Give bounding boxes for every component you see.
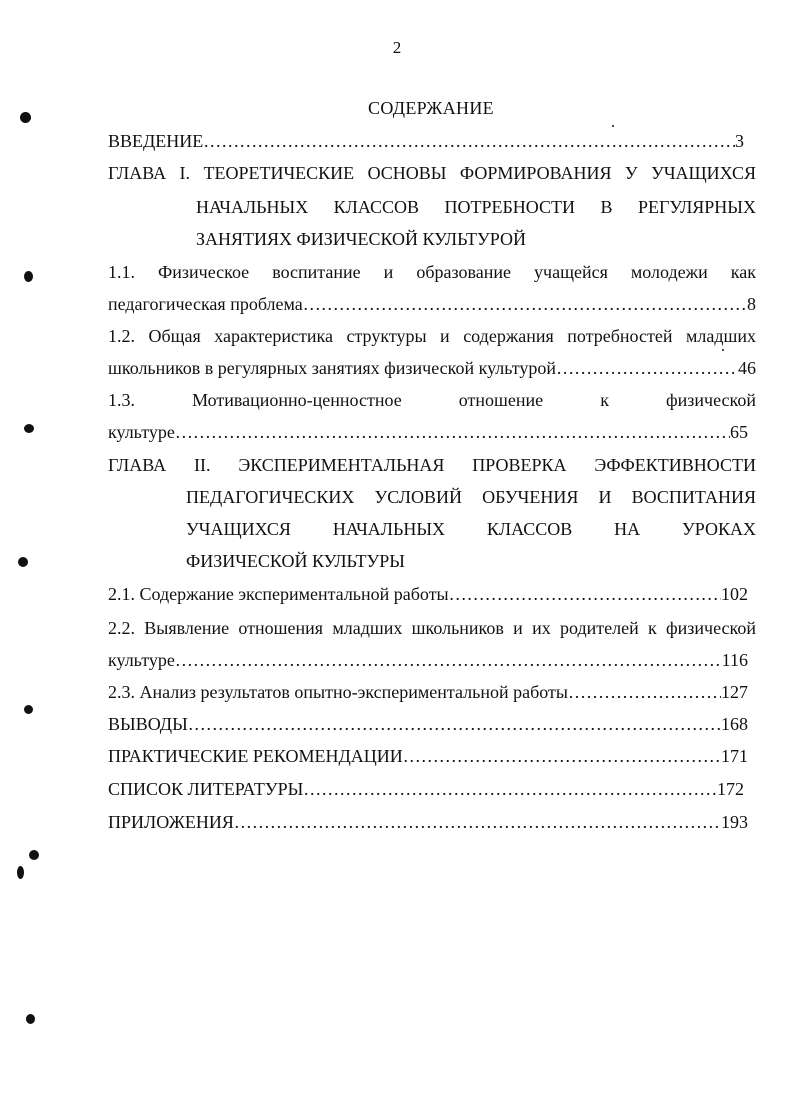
leader-dots (303, 778, 717, 800)
toc-entry-appendices-label: ПРИЛОЖЕНИЯ (108, 812, 234, 832)
chapter1-heading-line3[interactable]: ЗАНЯТИЯХ ФИЗИЧЕСКОЙ КУЛЬТУРОЙ (196, 229, 527, 249)
scan-speck (722, 349, 724, 351)
leader-dots (175, 421, 730, 443)
leader-dots (175, 649, 722, 671)
toc-entry-2-1-label: 2.1. Содержание экспериментальной работы (108, 584, 449, 604)
toc-entry-2-2-label: культуре (108, 650, 175, 670)
toc-entry-1-3-line1[interactable]: 1.3. Мотивационно-ценностное отношение к физической (108, 390, 756, 410)
toc-entry-1-2-label: школьников в регулярных занятиях физической культурой (108, 358, 557, 378)
toc-entry-appendices[interactable] (108, 811, 748, 833)
toc-entry-intro[interactable] (108, 130, 744, 152)
toc-entry-literature-label: СПИСОК ЛИТЕРАТУРЫ (108, 779, 304, 799)
toc-entry-recommendations-page: 171 (721, 746, 748, 766)
toc-entry-1-3[interactable] (108, 421, 748, 443)
toc-entry-recommendations[interactable] (108, 745, 748, 767)
scan-speck (24, 705, 33, 714)
toc-entry-2-1[interactable] (108, 583, 748, 605)
toc-entry-literature-page: 172 (717, 779, 744, 799)
toc-entry-conclusions-label: ВЫВОДЫ (108, 714, 188, 734)
leader-dots (568, 681, 721, 703)
toc-entry-2-3-label: 2.3. Анализ результатов опытно-экспериментальной работы (108, 682, 568, 702)
chapter2-heading-line1[interactable]: ГЛАВА II. ЭКСПЕРИМЕНТАЛЬНАЯ ПРОВЕРКА ЭФФЕКТИВНОСТИ (108, 455, 756, 475)
toc-entry-2-3-page: 127 (721, 682, 748, 702)
scan-speck (26, 1014, 35, 1024)
toc-entry-intro-label: ВВЕДЕНИЕ (108, 131, 204, 151)
toc-entry-1-2-line1[interactable]: 1.2. Общая характеристика структуры и содержания потребностей младших (108, 326, 756, 346)
chapter2-heading-line2[interactable]: ПЕДАГОГИЧЕСКИХ УСЛОВИЙ ОБУЧЕНИЯ И ВОСПИТАНИЯ (186, 487, 756, 507)
toc-entry-1-1-label: педагогическая проблема (108, 294, 303, 314)
toc-entry-literature[interactable] (108, 778, 744, 800)
scan-speck (24, 271, 33, 282)
toc-entry-1-1-line1[interactable]: 1.1. Физическое воспитание и образование учащейся молодежи как (108, 262, 756, 282)
scan-speck (24, 424, 34, 433)
scan-speck (17, 866, 24, 879)
toc-entry-2-2-page: 116 (721, 650, 748, 670)
leader-dots (556, 357, 738, 379)
chapter2-heading-line4[interactable]: ФИЗИЧЕСКОЙ КУЛЬТУРЫ (186, 551, 405, 571)
toc-entry-1-2-page: 46 (738, 358, 756, 378)
leader-dots (303, 293, 747, 315)
toc-entry-2-1-page: 102 (721, 584, 748, 604)
chapter1-heading-line2[interactable]: НАЧАЛЬНЫХ КЛАССОВ ПОТРЕБНОСТИ В РЕГУЛЯРНЫХ (196, 197, 756, 217)
scan-speck (612, 125, 614, 127)
toc-entry-1-3-label: культуре (108, 422, 175, 442)
toc-entry-1-3-page: 65 (730, 422, 748, 442)
toc-entry-appendices-page: 193 (721, 812, 748, 832)
leader-dots (234, 811, 721, 833)
scan-speck (29, 850, 39, 860)
scan-speck (20, 112, 31, 123)
toc-entry-1-2[interactable] (108, 357, 756, 379)
toc-entry-recommendations-label: ПРАКТИЧЕСКИЕ РЕКОМЕНДАЦИИ (108, 746, 403, 766)
chapter1-heading-line1[interactable]: ГЛАВА I. ТЕОРЕТИЧЕСКИЕ ОСНОВЫ ФОРМИРОВАНИЯ У УЧАЩИХСЯ (108, 163, 756, 183)
leader-dots (203, 130, 735, 152)
leader-dots (403, 745, 721, 767)
leader-dots (188, 713, 721, 735)
toc-entry-1-1-page: 8 (747, 294, 756, 314)
toc-entry-2-2[interactable] (108, 649, 748, 671)
toc-title: СОДЕРЖАНИЕ (368, 98, 494, 118)
leader-dots (449, 583, 721, 605)
page-number: 2 (392, 38, 402, 57)
toc-entry-intro-page: 3 (735, 131, 744, 151)
chapter2-heading-line3[interactable]: УЧАЩИХСЯ НАЧАЛЬНЫХ КЛАССОВ НА УРОКАХ (186, 519, 756, 539)
toc-entry-1-1[interactable] (108, 293, 756, 315)
toc-entry-2-2-line1[interactable]: 2.2. Выявление отношения младших школьников и их родителей к физической (108, 618, 756, 638)
scan-speck (18, 557, 28, 567)
toc-entry-conclusions-page: 168 (721, 714, 748, 734)
toc-entry-conclusions[interactable] (108, 713, 748, 735)
toc-entry-2-3[interactable] (108, 681, 748, 703)
